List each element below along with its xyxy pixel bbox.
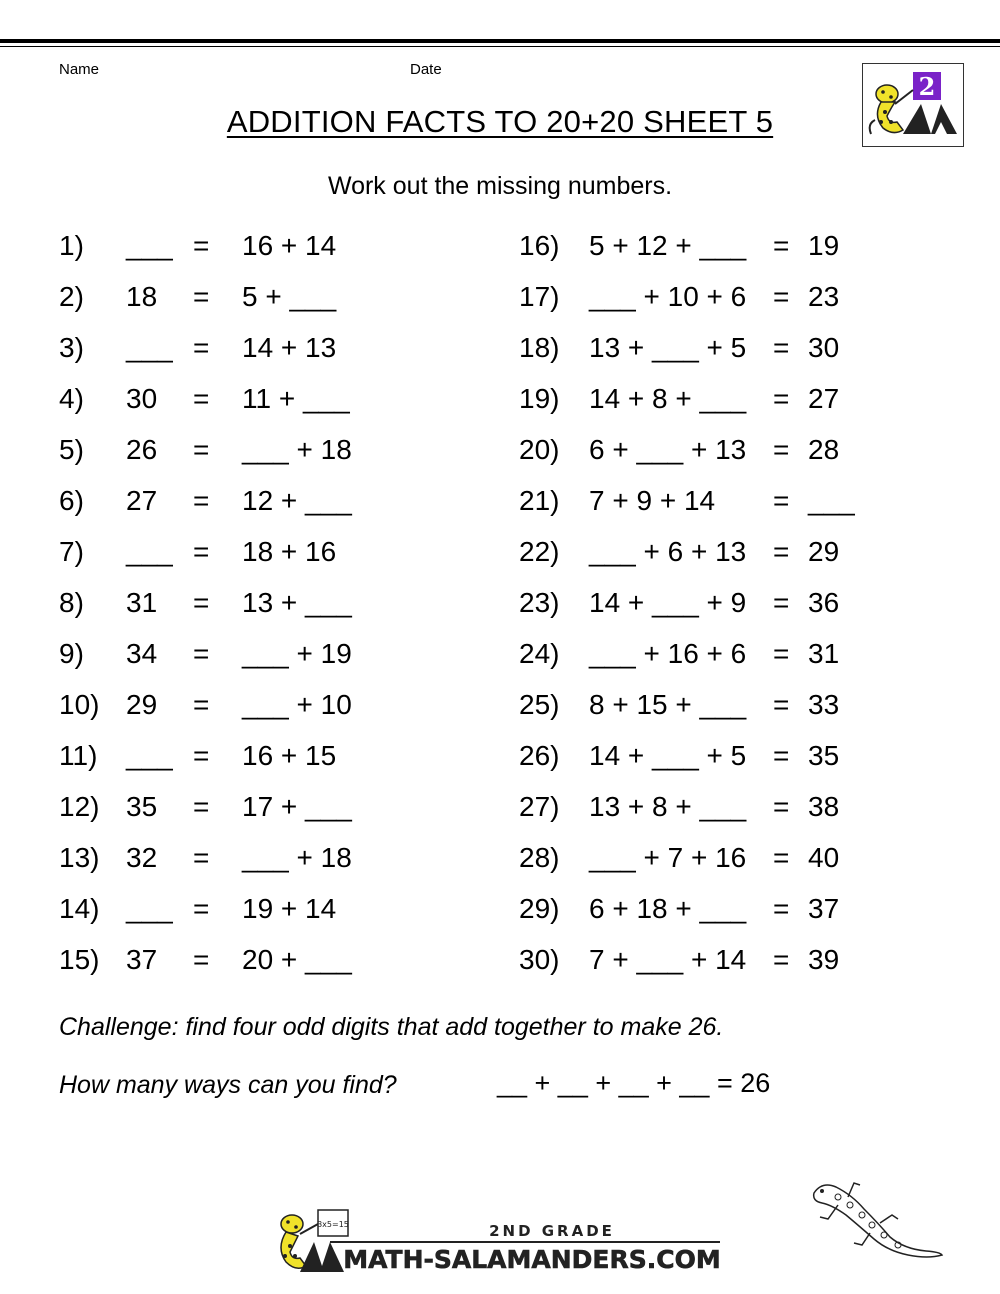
problem-expression: 12 + ___ bbox=[242, 485, 352, 516]
equals-sign: = bbox=[773, 791, 790, 822]
problem-number: 30) bbox=[519, 944, 560, 975]
salamander-drawing-icon bbox=[808, 1175, 948, 1275]
problem-expression: 13 + ___ bbox=[242, 587, 352, 618]
problem-number: 1) bbox=[59, 230, 84, 261]
equals-sign: = bbox=[193, 536, 210, 567]
name-label: Name bbox=[59, 61, 100, 78]
problem-number: 14) bbox=[59, 893, 100, 924]
problem-expression: ___ + 7 + 16 bbox=[589, 842, 747, 873]
problem-expression: 19 + 14 bbox=[242, 893, 337, 924]
problem-left-value: ___ bbox=[126, 332, 173, 363]
problem-expression: 17 + ___ bbox=[242, 791, 352, 822]
challenge-answer-template: __ + __ + __ + __ = 26 bbox=[497, 1068, 771, 1098]
problem-number: 11) bbox=[59, 740, 98, 771]
equals-sign: = bbox=[773, 638, 790, 669]
problem-number: 4) bbox=[59, 383, 84, 414]
problem-left-value: 29 bbox=[126, 689, 158, 720]
equals-sign: = bbox=[193, 740, 210, 771]
problem-expression: ___ + 16 + 6 bbox=[589, 638, 747, 669]
problem-number: 21) bbox=[519, 485, 560, 516]
equals-sign: = bbox=[193, 230, 210, 261]
problem-result: 38 bbox=[808, 791, 840, 822]
grade-badge bbox=[862, 63, 964, 147]
problem-expression: 14 + ___ + 9 bbox=[589, 587, 747, 618]
problem-number: 29) bbox=[519, 893, 560, 924]
problem-expression: 5 + 12 + ___ bbox=[589, 230, 747, 261]
problem-expression: ___ + 18 bbox=[242, 434, 352, 465]
problem-number: 8) bbox=[59, 587, 84, 618]
problem-number: 23) bbox=[519, 587, 560, 618]
problem-expression: 6 + 18 + ___ bbox=[589, 893, 747, 924]
equals-sign: = bbox=[193, 383, 210, 414]
problem-result: 40 bbox=[808, 842, 840, 873]
corner-salamander bbox=[808, 1175, 948, 1275]
footer-logo bbox=[270, 1206, 740, 1286]
problem-result: 19 bbox=[808, 230, 840, 261]
equals-sign: = bbox=[193, 944, 210, 975]
problem-left-value: 34 bbox=[126, 638, 158, 669]
problem-number: 10) bbox=[59, 689, 100, 720]
problem-number: 25) bbox=[519, 689, 560, 720]
problem-number: 12) bbox=[59, 791, 100, 822]
problem-expression: ___ + 6 + 13 bbox=[589, 536, 747, 567]
problem-left-value: 37 bbox=[126, 944, 158, 975]
challenge-line: Challenge: find four odd digits that add together to make 26. bbox=[59, 1013, 724, 1041]
equals-sign: = bbox=[193, 638, 210, 669]
problem-expression: 6 + ___ + 13 bbox=[589, 434, 747, 465]
problem-left-value: ___ bbox=[126, 536, 173, 567]
problem-result: 39 bbox=[808, 944, 840, 975]
problem-result: 29 bbox=[808, 536, 840, 567]
equals-sign: = bbox=[193, 842, 210, 873]
problem-number: 3) bbox=[59, 332, 84, 363]
equals-sign: = bbox=[773, 332, 790, 363]
problem-expression: 8 + 15 + ___ bbox=[589, 689, 747, 720]
top-rule-thick bbox=[0, 39, 1000, 43]
problem-result: 35 bbox=[808, 740, 840, 771]
problem-result: 31 bbox=[808, 638, 840, 669]
problem-number: 20) bbox=[519, 434, 560, 465]
problem-expression: ___ + 19 bbox=[242, 638, 352, 669]
salamander-logo-icon bbox=[270, 1206, 740, 1286]
problem-expression: ___ + 18 bbox=[242, 842, 352, 873]
logo-site-text: MATH-SALAMANDERS.COM bbox=[343, 1245, 721, 1274]
top-rule-thin bbox=[0, 46, 1000, 47]
equals-sign: = bbox=[193, 893, 210, 924]
problem-number: 17) bbox=[519, 281, 560, 312]
problem-number: 27) bbox=[519, 791, 560, 822]
problem-number: 15) bbox=[59, 944, 100, 975]
equals-sign: = bbox=[773, 281, 790, 312]
equals-sign: = bbox=[193, 485, 210, 516]
equals-sign: = bbox=[193, 332, 210, 363]
equals-sign: = bbox=[193, 689, 210, 720]
equals-sign: = bbox=[773, 842, 790, 873]
equals-sign: = bbox=[773, 383, 790, 414]
problem-number: 13) bbox=[59, 842, 100, 873]
problem-expression: 16 + 15 bbox=[242, 740, 337, 771]
problem-expression: 13 + 8 + ___ bbox=[589, 791, 747, 822]
date-label: Date bbox=[410, 61, 442, 78]
problem-left-value: 18 bbox=[126, 281, 158, 312]
equals-sign: = bbox=[193, 587, 210, 618]
problem-number: 9) bbox=[59, 638, 84, 669]
equals-sign: = bbox=[773, 689, 790, 720]
problem-left-value: ___ bbox=[126, 893, 173, 924]
problem-result: ___ bbox=[808, 485, 855, 516]
problem-result: 36 bbox=[808, 587, 840, 618]
equals-sign: = bbox=[773, 485, 790, 516]
problem-left-value: 31 bbox=[126, 587, 158, 618]
problem-expression: 14 + 8 + ___ bbox=[589, 383, 747, 414]
problem-result: 23 bbox=[808, 281, 840, 312]
salamander-grade-icon bbox=[863, 64, 963, 146]
problem-number: 2) bbox=[59, 281, 84, 312]
page-title: ADDITION FACTS TO 20+20 SHEET 5 bbox=[226, 104, 774, 139]
equals-sign: = bbox=[773, 434, 790, 465]
grade-number: 2 bbox=[918, 72, 936, 101]
problem-left-value: ___ bbox=[126, 230, 173, 261]
equals-sign: = bbox=[193, 434, 210, 465]
problem-left-value: 32 bbox=[126, 842, 158, 873]
problem-left-value: 35 bbox=[126, 791, 158, 822]
equals-sign: = bbox=[193, 791, 210, 822]
equals-sign: = bbox=[773, 587, 790, 618]
problem-number: 28) bbox=[519, 842, 560, 873]
problem-left-value: ___ bbox=[126, 740, 173, 771]
problem-number: 7) bbox=[59, 536, 84, 567]
problem-expression: 14 + 13 bbox=[242, 332, 337, 363]
problem-result: 28 bbox=[808, 434, 840, 465]
problem-result: 33 bbox=[808, 689, 840, 720]
problem-expression: 16 + 14 bbox=[242, 230, 337, 261]
problem-expression: 7 + 9 + 14 bbox=[589, 485, 716, 516]
problem-result: 37 bbox=[808, 893, 840, 924]
problem-expression: 18 + 16 bbox=[242, 536, 337, 567]
equals-sign: = bbox=[193, 281, 210, 312]
equals-sign: = bbox=[773, 230, 790, 261]
problem-left-value: 30 bbox=[126, 383, 158, 414]
equals-sign: = bbox=[773, 536, 790, 567]
problem-expression: ___ + 10 + 6 bbox=[589, 281, 747, 312]
problem-number: 19) bbox=[519, 383, 560, 414]
problem-expression: 5 + ___ bbox=[242, 281, 337, 312]
problem-expression: ___ + 10 bbox=[242, 689, 352, 720]
equals-sign: = bbox=[773, 740, 790, 771]
problem-number: 24) bbox=[519, 638, 560, 669]
problem-expression: 20 + ___ bbox=[242, 944, 352, 975]
problem-result: 30 bbox=[808, 332, 840, 363]
problem-number: 5) bbox=[59, 434, 84, 465]
problem-number: 22) bbox=[519, 536, 560, 567]
problem-expression: 7 + ___ + 14 bbox=[589, 944, 747, 975]
problem-expression: 14 + ___ + 5 bbox=[589, 740, 747, 771]
problem-number: 18) bbox=[519, 332, 560, 363]
logo-sign-text: 3x5=15 bbox=[317, 1220, 349, 1229]
problem-expression: 13 + ___ + 5 bbox=[589, 332, 747, 363]
logo-grade-text: 2ND GRADE bbox=[489, 1222, 615, 1240]
problem-expression: 11 + ___ bbox=[242, 383, 350, 414]
problem-number: 6) bbox=[59, 485, 84, 516]
equals-sign: = bbox=[773, 893, 790, 924]
challenge-question: How many ways can you find? bbox=[59, 1071, 397, 1099]
problem-result: 27 bbox=[808, 383, 840, 414]
instructions: Work out the missing numbers. bbox=[327, 172, 673, 200]
equals-sign: = bbox=[773, 944, 790, 975]
problem-left-value: 26 bbox=[126, 434, 158, 465]
problem-left-value: 27 bbox=[126, 485, 158, 516]
problem-number: 26) bbox=[519, 740, 560, 771]
problem-number: 16) bbox=[519, 230, 560, 261]
